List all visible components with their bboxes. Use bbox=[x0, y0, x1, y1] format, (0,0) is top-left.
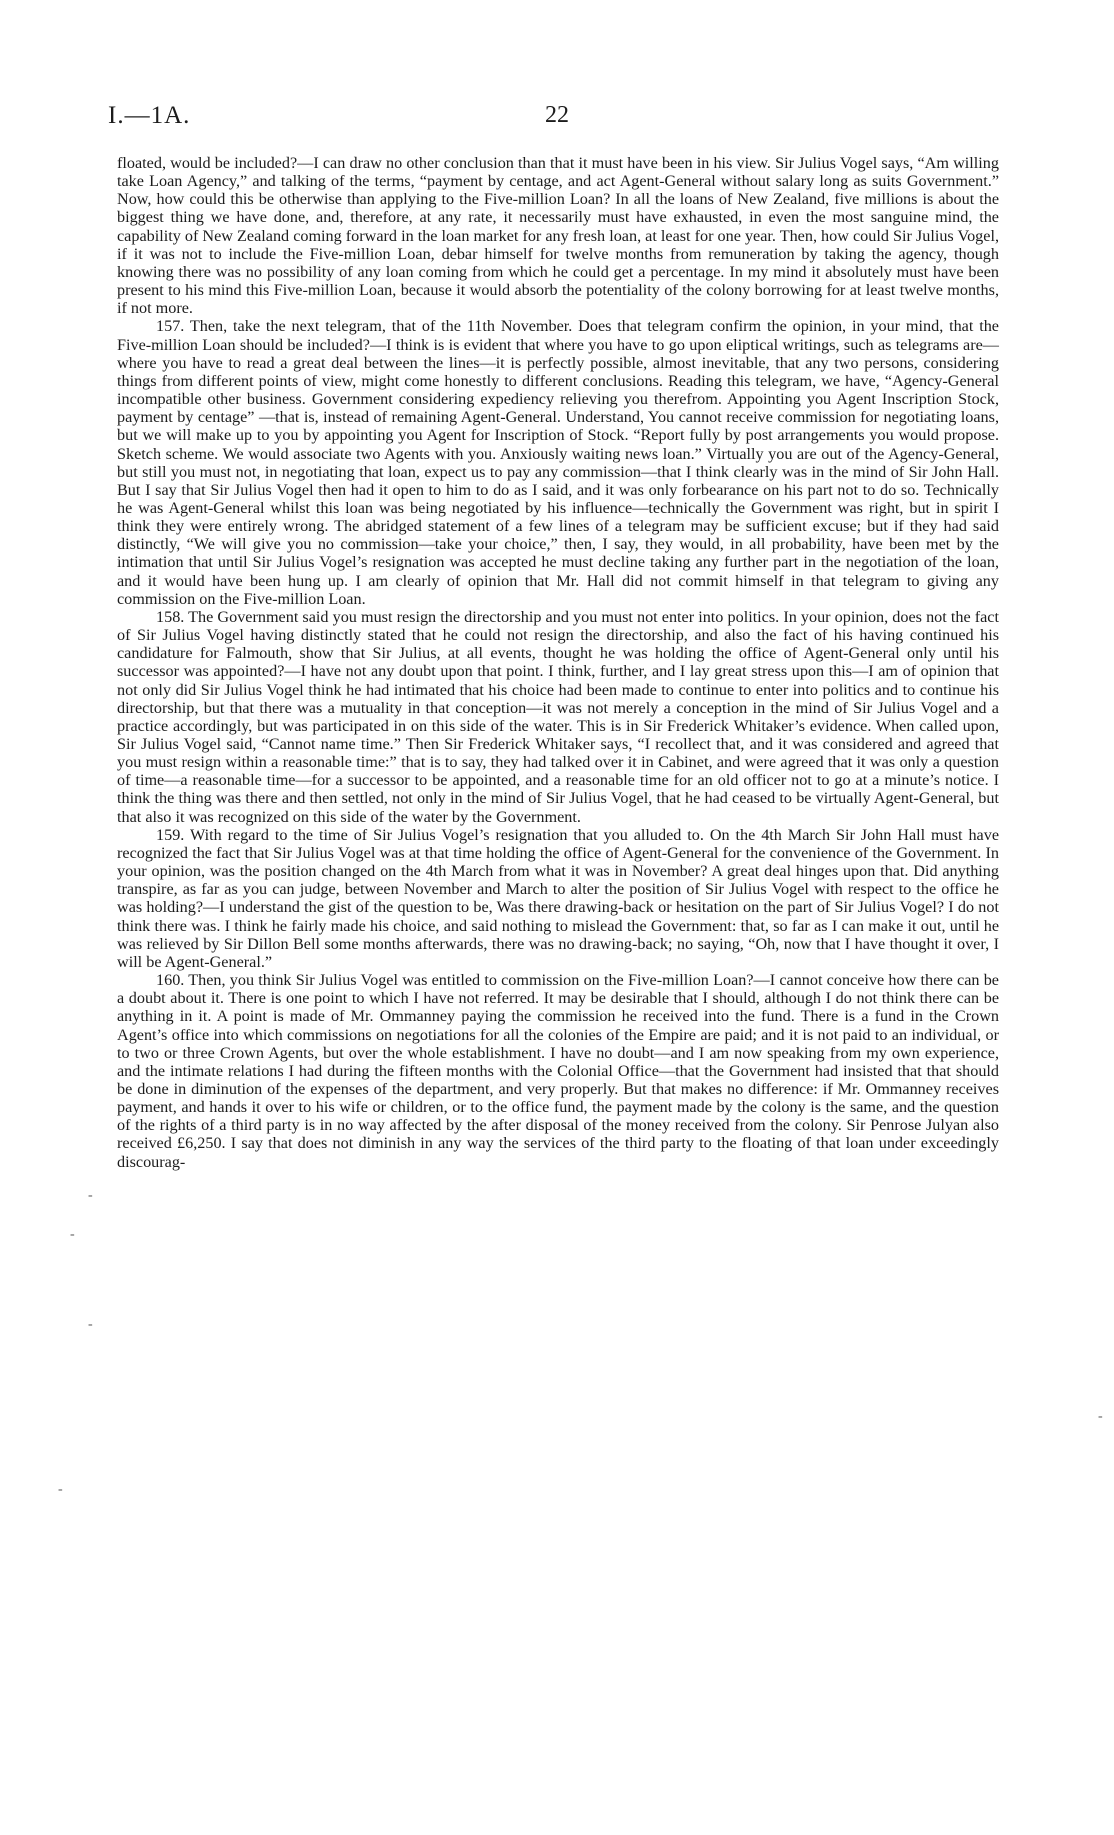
margin-mark: - bbox=[88, 1188, 93, 1203]
paragraph-159: 159. With regard to the time of Sir Julius Vogel’s resignation that you alluded to. On the 4th March Sir John Hall must have recognized the fact that Sir Julius Vogel was at that time holding the office of Agent-General for the convenience of the Government. In your opinion, was the position changed on the 4th March from what it was in November? A great deal hinges upon that. Did anything transpire, as far as you can judge, between November and March to alter the position of Sir Julius Vogel with respect to the office he was holding?—I understand the gist of the question to be, Was there drawing-back or hesitation on the part of Sir Julius Vogel? I do not think there was. I think he fairly made his choice, and said nothing to mislead the Government: that, so far as I can make it out, until he was relieved by Sir Dillon Bell some months afterwards, there was no drawing-back; no saying, “Oh, now that I have thought it over, I will be Agent-General.” bbox=[117, 825, 999, 971]
body-text bbox=[117, 154, 999, 1171]
paragraph-continuation: floated, would be included?—I can draw no other conclusion than that it must have been in his view. Sir Julius Vogel says, “Am willing take Loan Agency,” and talking of the terms, “payment by centage, and act Agent-General without salary long as suits Government.” Now, how could this be otherwise than applying to the Five-million Loan? In all the loans of New Zealand, five millions is about the biggest thing we have done, and, therefore, at any rate, it necessarily must have exhausted, in even the most sanguine mind, the capability of New Zealand coming forward in the loan market for any fresh loan, at least for one year. Then, how could Sir Julius Vogel, if it was not to include the Five-million Loan, debar himself for twelve months from remuneration by taking the agency, though knowing there was no possibility of any loan coming from which he could get a percentage. In my mind it absolutely must have been present to his mind this Five-million Loan, because it would absorb the potentiality of the colony borrowing for at least twelve months, if not more. bbox=[117, 154, 999, 318]
document-reference: I.—1A. bbox=[108, 102, 191, 129]
margin-mark: - bbox=[58, 1482, 63, 1497]
paragraph-160: 160. Then, you think Sir Julius Vogel was entitled to commission on the Five-million Loan?—I cannot conceive how there can be a doubt about it. There is one point to which I have not referred. It may be desirable that I should, although I do not think there can be anything in it. A point is made of Mr. Ommanney paying the commission he received into the fund. There is a fund in the Crown Agent’s office into which commissions on negotiations for all the colonies of the Empire are paid; and it is not paid to an individual, or to two or three Crown Agents, but over the whole establishment. I have no doubt—and I am now speaking from my own experience, and the intimate relations I had during the fifteen months with the Colonial Office—that the Government had insisted that that should be done in diminution of the expenses of the department, and very properly. But that makes no difference: if Mr. Ommanney receives payment, and hands it over to his wife or children, or to the office fund, the payment made by the colony is the same, and the question of the rights of a third party is in no way affected by the after disposal of the money received from the colony. Sir Penrose Julyan also received £6,250. I say that does not diminish in any way the services of the third party to the floating of that loan under exceedingly discourag- bbox=[117, 971, 999, 1171]
margin-mark: - bbox=[88, 1317, 93, 1332]
margin-mark: - bbox=[1098, 1409, 1103, 1424]
paragraph-157: 157. Then, take the next telegram, that of the 11th November. Does that telegram confirm the opinion, in your mind, that the Five-million Loan should be included?—I think is is evident that where you have to go upon eliptical writings, such as telegrams are—where you have to read a great deal between the lines—it is perfectly possible, almost inevitable, that any two persons, considering things from different points of view, might come honestly to different conclusions. Reading this telegram, we have, “Agency-General incompatible other business. Government considering expediency relieving you therefrom. Appointing you Agent Inscription Stock, payment by centage” —that is, instead of remaining Agent-General. Understand, You cannot receive commission for negotiating loans, but we will make up to you by appointing you Agent for Inscription of Stock. “Report fully by post arrangements you would propose. Sketch scheme. We would associate two Agents with you. Anxiously waiting news loan.” Virtually you are out of the Agency-General, but still you must not, in negotiating that loan, expect us to pay any commission—that I think clearly was in the mind of Sir John Hall. But I say that Sir Julius Vogel then had it open to him to do as I said, and it was only forbearance on his part not to do so. Technically he was Agent-General whilst this loan was being negotiated by his influence—technically the Government was right, but in spirit I think they were entirely wrong. The abridged statement of a few lines of a telegram may be sufficient excuse; but if they had said distinctly, “We will give you no commission—take your choice,” then, I say, they would, in all probability, have been met by the intimation that until Sir Julius Vogel’s resignation was accepted he must decline taking any further part in the negotiation of the loan, and it would have been hung up. I am clearly of opinion that Mr. Hall did not commit himself in that telegram to giving any commission on the Five-million Loan. bbox=[117, 317, 999, 608]
page-header bbox=[108, 102, 1006, 132]
margin-mark: - bbox=[70, 1227, 75, 1242]
page-number: 22 bbox=[545, 102, 569, 128]
paragraph-158: 158. The Government said you must resign the directorship and you must not enter into politics. In your opinion, does not the fact of Sir Julius Vogel having distinctly stated that he could not resign the directorship, and also the fact of his having continued his candidature for Falmouth, show that Sir Julius, at all events, thought he was holding the office of Agent-General only until his successor was appointed?—I have not any doubt upon that point. I think, further, and I lay great stress upon this—I am of opinion that not only did Sir Julius Vogel think he had intimated that his choice had been made to continue to enter into politics and to continue his directorship, but that there was a mutuality in that conception—it was not merely a conception in the mind of Sir Julius Vogel and a practice accordingly, but was participated in on this side of the water. This is in Sir Frederick Whitaker’s evidence. When called upon, Sir Julius Vogel said, “Cannot name time.” Then Sir Frederick Whitaker says, “I recollect that, and it was considered and agreed that you must resign within a reasonable time:” that is to say, they had talked over it in Cabinet, and were agreed that it was only a question of time—a reasonable time—for a successor to be appointed, and a reasonable time for an old officer not to go at a minute’s notice. I think the thing was there and then settled, not only in the mind of Sir Julius Vogel, that he had ceased to be virtually Agent-General, but that also it was recognized on this side of the water by the Government. bbox=[117, 607, 999, 826]
